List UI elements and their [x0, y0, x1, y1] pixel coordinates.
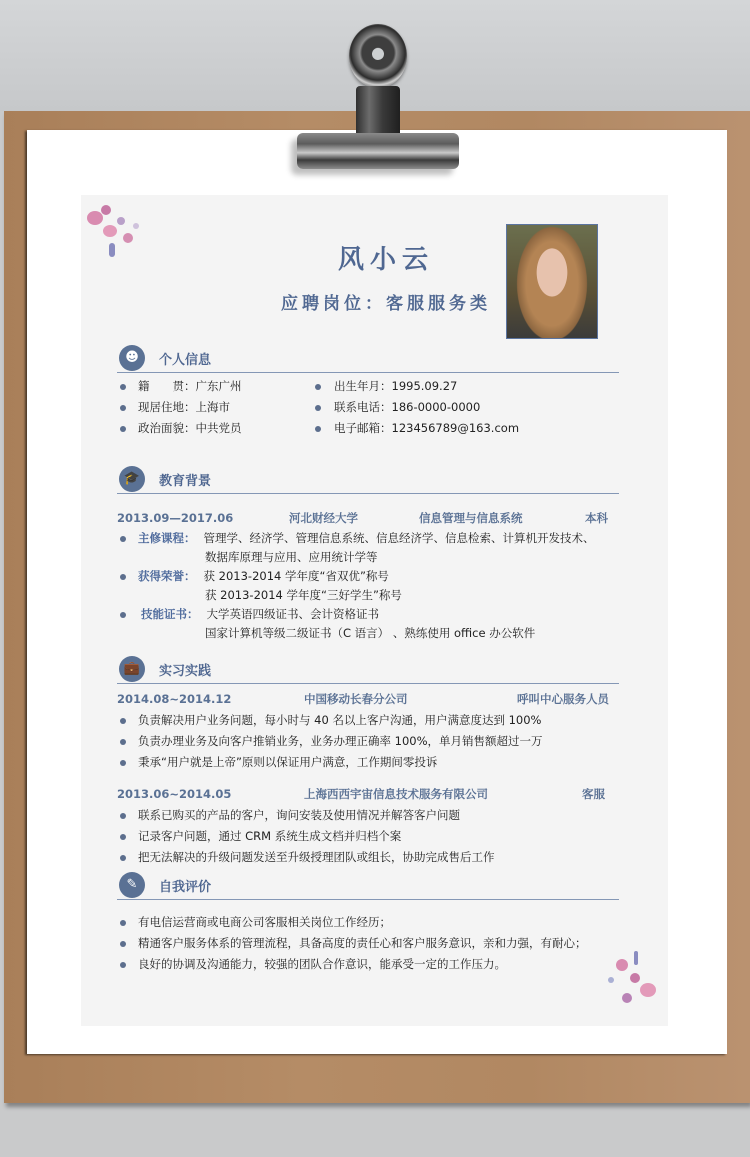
- job-item: 秉承“用户就是上帝”原则以保证用户满意，工作期间零投诉: [117, 752, 619, 773]
- info-row: 现居住地：上海市 联系电话：186-0000-0000: [117, 397, 619, 418]
- section-personal-info: [117, 345, 619, 439]
- job-item: 记录客户问题，通过 CRM 系统生成文档并归档个案: [117, 826, 619, 847]
- job-item: 联系已购买的产品的客户，询问安装及使用情况并解答客户问题: [117, 805, 619, 826]
- profile-photo: [506, 224, 598, 339]
- flower-decoration-icon: [83, 201, 153, 271]
- graduation-cap-icon: 🎓: [119, 466, 145, 492]
- section-header: [117, 345, 619, 373]
- applied-position: 应聘岗位：客服服务类: [281, 294, 491, 314]
- job-item: 负责解决用户业务问题，每小时与 40 名以上客户沟通，用户满意度达到 100%: [117, 710, 619, 731]
- info-row: 籍 贯：广东广州 出生年月：1995.09.27: [117, 376, 619, 397]
- briefcase-icon: 💼: [119, 656, 145, 682]
- section-title: 实习实践: [159, 664, 212, 679]
- section-header: [117, 872, 619, 900]
- job-item: 负责办理业务及向客户推销业务，业务办理正确率 100%，单月销售额超过一万: [117, 731, 619, 752]
- section-title: 教育背景: [159, 474, 212, 489]
- section-title: 个人信息: [159, 353, 212, 368]
- job-item: 把无法解决的升级问题发送至升级授理团队或组长，协助完成售后工作: [117, 847, 619, 868]
- job-summary: 2014.08~2014.12 中国移动长春分公司 呼叫中心服务人员: [117, 692, 609, 706]
- section-header: [117, 466, 619, 494]
- eval-item: 良好的协调及沟通能力，较强的团队合作意识，能承受一定的工作压力。: [117, 954, 619, 975]
- education-summary: 2013.09—2017.06 河北财经大学 信息管理与信息系统 本科: [117, 511, 608, 525]
- job-summary: 2013.06~2014.05 上海西西宇宙信息技术服务有限公司 客服: [117, 787, 605, 801]
- edit-icon: ✎: [119, 872, 145, 898]
- eval-item: 精通客户服务体系的管理流程，具备高度的责任心和客户服务意识，亲和力强，有耐心；: [117, 933, 619, 954]
- section-header: [117, 656, 619, 684]
- info-row: 政治面貌：中共党员 电子邮箱：123456789@163.com: [117, 418, 619, 439]
- binder-clip-icon: [283, 24, 463, 172]
- section-self-evaluation: [117, 872, 619, 975]
- section-education: 🎓 教育背景 2013.09—2017.06 河北财经大学 信息管理与信息系统 本科 主修课程： 管理学、经济学、管理信息系统、信息经济学、信息检索、计算机开发技术、 数据库原理与应用、应用统计学等 获得荣誉： 获 2013-2014 学年度“省双优”称号 获 2013-2014 学年度“三好学生”称号 技能证书： 大学英语四级证书、会计资格证书 国家计算机等级二级证书（C 语言） 、熟练使用 office 办公软件: [117, 466, 619, 643]
- section-title: 自我评价: [159, 880, 212, 895]
- resume-sheet: [81, 195, 668, 1026]
- eval-item: 有电信运营商或电商公司客服相关岗位工作经历；: [117, 912, 619, 933]
- section-internship: [117, 656, 619, 868]
- candidate-name: 风小云: [337, 245, 434, 275]
- user-icon: ☻: [119, 345, 145, 371]
- email-link[interactable]: 电子邮箱：123456789@163.com: [334, 421, 520, 435]
